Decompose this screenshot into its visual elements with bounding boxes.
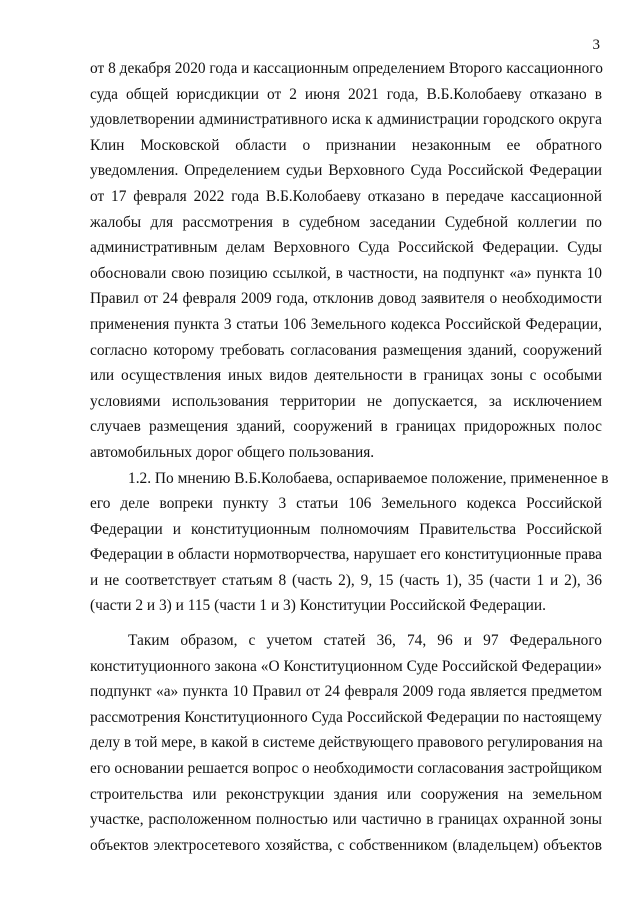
paragraph-gap — [90, 619, 602, 628]
text-line: конституционного закона «О Конституционном Суде Российской Федерации» — [90, 657, 602, 675]
paragraph-continuation — [90, 56, 602, 466]
text-line: делу в той мере, в какой в системе действующего правового регулирования на — [90, 734, 603, 752]
text-line: или осуществления иных видов деятельности в границах зоны с особыми — [90, 367, 602, 385]
text-line: строительства или реконструкции здания или сооружения на земельном — [90, 785, 602, 803]
text-line: автомобильных дорог общего пользования. — [90, 443, 375, 461]
text-line: условиями использования территории не допускается, за исключением — [90, 392, 602, 410]
text-line: Правил от 24 февраля 2009 года, отклонив довод заявителя о необходимости — [90, 290, 602, 308]
text-line: (части 2 и 3) и 115 (части 1 и 3) Конституции Российской Федерации. — [90, 597, 546, 615]
text-line: от 8 декабря 2020 года и кассационным определением Второго кассационного — [90, 60, 603, 77]
document-body — [90, 56, 609, 858]
text-line: Таким образом, с учетом статей 36, 74, 96 и 97 Федерального — [128, 632, 602, 650]
paragraph-subject — [90, 628, 602, 858]
text-line: Федерации и конституционным полномочиям Правительства Российской — [90, 520, 602, 538]
text-line: объектов электросетевого хозяйства, с собственником (владельцем) объектов — [90, 836, 602, 854]
text-line: обосновали свою позицию ссылкой, в частности, на подпункт «а» пункта 10 — [90, 264, 602, 282]
text-line: согласно которому требовать согласования размещения зданий, сооружений — [90, 341, 602, 359]
text-line: применения пункта 3 статьи 106 Земельного кодекса Российской Федерации, — [90, 315, 602, 333]
text-line: его основании решается вопрос о необходимости согласования застройщиком — [90, 760, 602, 778]
text-line: 1.2. По мнению В.Б.Колобаева, оспариваемое положение, примененное в — [128, 469, 609, 487]
text-line: от 17 февраля 2022 года В.Б.Колобаеву отказано в передаче кассационной — [90, 187, 602, 205]
text-line: административным делам Верховного Суда Российской Федерации. Суды — [90, 239, 602, 257]
text-line: подпункт «а» пункта 10 Правил от 24 февраля 2009 года является предметом — [90, 683, 602, 701]
paragraph-section-1-2 — [90, 466, 609, 620]
page-number: 3 — [592, 37, 600, 53]
text-line: случаев размещения зданий, сооружений в границах придорожных полос — [90, 418, 602, 436]
text-line: его деле вопреки пункту 3 статьи 106 Земельного кодекса Российской — [90, 495, 602, 513]
text-line: рассмотрения Конституционного Суда Российской Федерации по настоящему — [90, 708, 602, 726]
text-line: и не соответствует статьям 8 (часть 2), 9, 15 (часть 1), 35 (части 1 и 2), 36 — [90, 571, 602, 589]
text-line: Клин Московской области о признании незаконным ее обратного — [90, 136, 602, 154]
text-line: жалобы для рассмотрения в судебном заседании Судебной коллегии по — [90, 213, 602, 231]
text-line: участке, расположенном полностью или частично в границах охранной зоны — [90, 811, 602, 829]
text-line: удовлетворении административного иска к администрации городского округа — [90, 111, 602, 129]
text-line: уведомления. Определением судьи Верховного Суда Российской Федерации — [90, 162, 602, 180]
text-line: суда общей юрисдикции от 2 июня 2021 года, В.Б.Колобаеву отказано в — [90, 85, 602, 103]
text-line: Федерации в области нормотворчества, нарушает его конституционные права — [90, 546, 602, 564]
